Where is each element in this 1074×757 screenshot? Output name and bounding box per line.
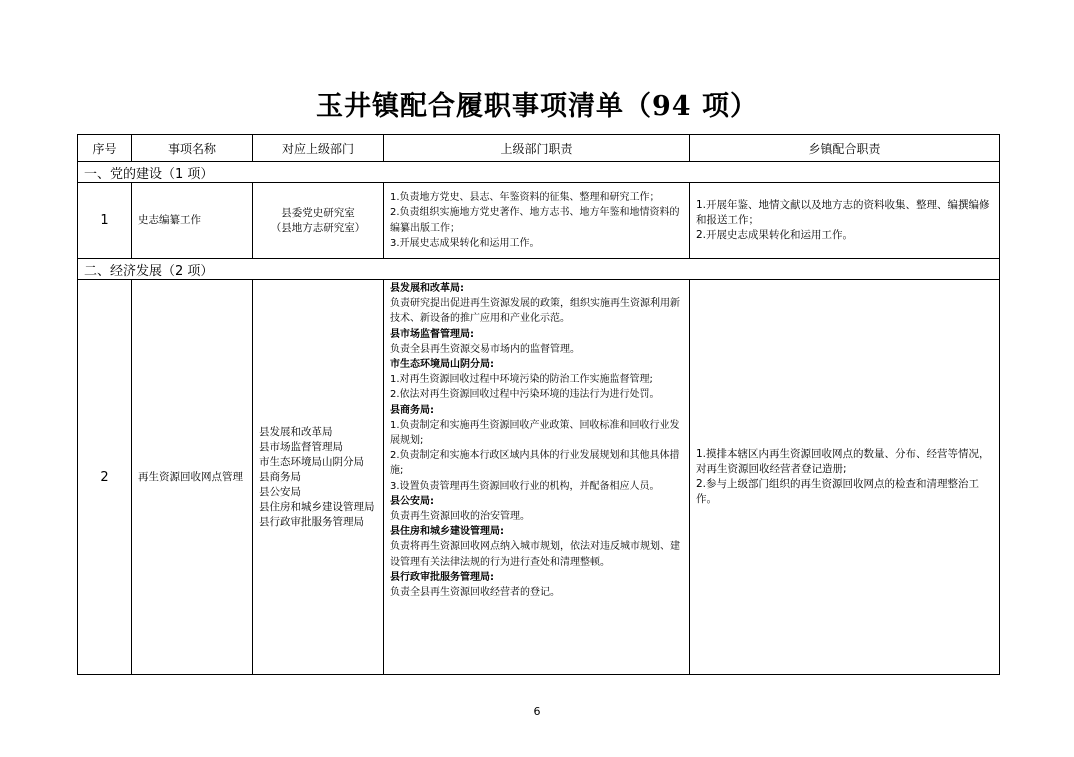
duty-line: 负责再生资源回收的治安管理。 <box>390 511 530 523</box>
department-name: 县住房和城乡建设管理局 <box>259 500 375 513</box>
duty-line: 负责研究提出促进再生资源发展的政策，组织实施再生资源利用新技术、新设备的推广应用和产业化示范。 <box>390 298 680 325</box>
header-town: 乡镇配合职责 <box>690 135 1000 162</box>
duty-line: 2.依法对再生资源回收过程中污染环境的违法行为进行处罚。 <box>390 389 660 401</box>
department-duties <box>384 280 690 675</box>
duty-line: 3.设置负责管理再生资源回收行业的机构，并配备相应人员。 <box>390 480 660 492</box>
section-row <box>78 259 1000 280</box>
town-duty-line: 2.开展史志成果转化和运用工作。 <box>696 229 854 241</box>
duty-line: 3.开展史志成果转化和运用工作。 <box>390 237 540 249</box>
department-name: 县发展和改革局 <box>259 425 333 438</box>
table-row <box>78 183 1000 259</box>
header-duties: 上级部门职责 <box>384 135 690 162</box>
duty-line: 负责将再生资源回收网点纳入城市规划，依法对违反城市规划、建设管理有关法律法规的行为进行查处和清理整顿。 <box>390 541 680 568</box>
duties-table <box>77 134 1000 675</box>
section-row <box>78 162 1000 183</box>
table-row <box>78 280 1000 675</box>
row-number: 1 <box>78 183 132 259</box>
town-duty-line: 1.摸排本辖区内再生资源回收网点的数量、分布、经营等情况，对再生资源回收经营者登记造册; <box>696 448 990 475</box>
page-number: 6 <box>533 705 541 718</box>
duty-line: 2.负责组织实施地方党史著作、地方志书、地方年鉴和地情资料的编纂出版工作； <box>390 207 680 234</box>
duty-line: 负责全县再生资源回收经营者的登记。 <box>390 587 560 599</box>
duty-line: 1.负责制定和实施再生资源回收产业政策、回收标准和回收行业发展规划; <box>390 419 680 447</box>
item-name: 史志编纂工作 <box>132 183 253 259</box>
section-heading: 一、党的建设（1 项） <box>78 162 1000 183</box>
header-no: 序号 <box>78 135 132 162</box>
row-number: 2 <box>78 280 132 675</box>
duty-line: 负责全县再生资源交易市场内的监督管理。 <box>390 343 580 355</box>
department-name: 县公安局 <box>259 485 301 498</box>
department-duties <box>384 183 690 259</box>
header-item: 事项名称 <box>132 135 253 162</box>
duty-department: 县公安局: <box>390 495 434 507</box>
duty-department: 县发展和改革局: <box>390 283 464 294</box>
department-name: （县地方志研究室） <box>270 221 366 234</box>
department-name: 县行政审批服务管理局 <box>259 515 364 528</box>
department-list <box>253 183 384 259</box>
department-name: 县商务局 <box>259 470 301 483</box>
duty-department: 县市场监督管理局: <box>390 328 474 340</box>
department-name: 县市场监督管理局 <box>259 440 343 453</box>
town-duties <box>690 280 1000 675</box>
duty-department: 县商务局: <box>390 404 434 416</box>
duty-department: 县住房和城乡建设管理局: <box>390 526 504 538</box>
duty-line: 1.负责地方党史、县志、年鉴资料的征集、整理和研究工作； <box>390 192 660 204</box>
item-name: 再生资源回收网点管理 <box>132 280 253 675</box>
town-duty-line: 2.参与上级部门组织的再生资源回收网点的检查和清理整治工作。 <box>696 478 980 505</box>
department-name: 市生态环境局山阴分局 <box>259 455 364 468</box>
town-duties <box>690 183 1000 259</box>
duty-department: 市生态环境局山阴分局: <box>390 359 494 371</box>
duty-line: 1.对再生资源回收过程中环境污染的防治工作实施监督管理; <box>390 374 653 386</box>
department-name: 县委党史研究室 <box>281 206 355 219</box>
duty-line: 2.负责制定和实施本行政区域内具体的行业发展规划和其他具体措施; <box>390 450 680 477</box>
header-dept: 对应上级部门 <box>253 135 384 162</box>
section-heading: 二、经济发展（2 项） <box>78 259 1000 280</box>
town-duty-line: 1.开展年鉴、地情文献以及地方志的资料收集、整理、编撰编修和报送工作； <box>696 199 990 226</box>
department-list <box>253 280 384 675</box>
table-header-row <box>78 135 1000 162</box>
duty-department: 县行政审批服务管理局: <box>390 571 494 583</box>
page-title: 玉井镇配合履职事项清单（94 项） <box>316 91 758 122</box>
